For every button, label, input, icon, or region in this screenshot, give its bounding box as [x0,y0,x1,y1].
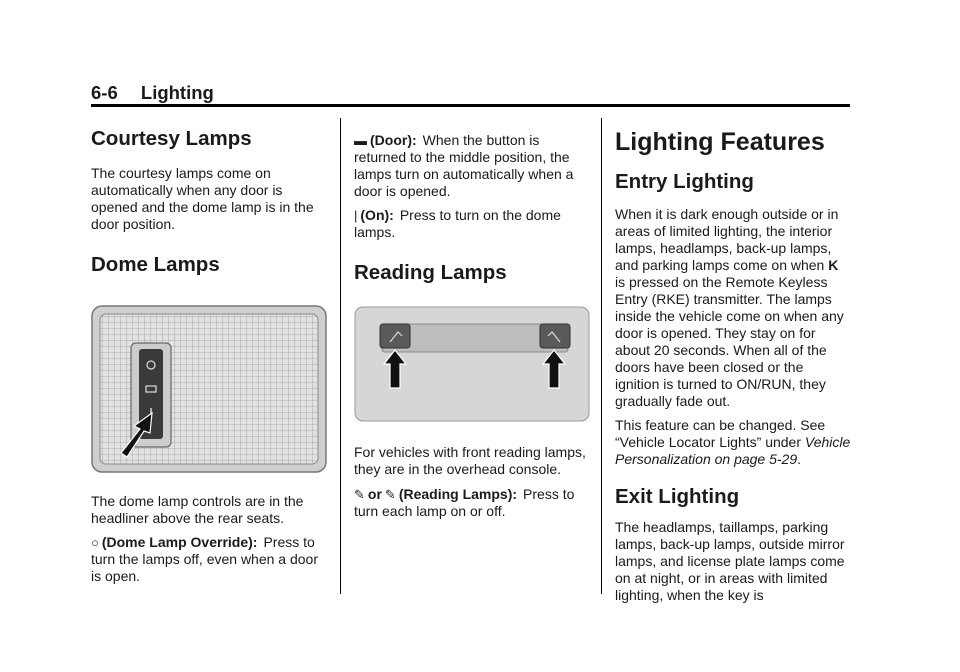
dome-lamps-caption: The dome lamp controls are in the headliner above the rear seats. [91,493,304,527]
on-label: (On): [360,207,394,223]
door-icon: ▬ [354,133,367,148]
exit-lighting-heading: Exit Lighting [615,484,740,508]
reading-or: or [367,485,382,502]
column-divider-1 [340,118,341,594]
reading-label: (Reading Lamps): [398,485,518,502]
column-3 [615,118,851,604]
page-header [91,82,214,104]
chapter-title: Lighting [140,82,214,103]
on-text: Press to turn on the dome lamps. [354,207,561,240]
door-paragraph [354,132,590,200]
column-1 [91,118,327,585]
entry-lighting-paragraph-1 [615,206,851,410]
dome-lamps-heading: Dome Lamps [91,252,220,276]
left-reading-icon: ✎ [354,486,365,502]
reading-label-text: Press to turn each lamp on or off. [354,485,575,519]
on-icon: | [354,208,358,223]
reading-lamps-heading: Reading Lamps [354,261,507,284]
entry-text-a: When it is dark enough outside or in areas of limited lighting, the interior lamps, headlamps, back-up lamps, and parking lamps come on when [615,205,839,273]
column-2 [354,118,590,520]
override-text: Press to turn the lamps off, even when a door is open. [91,534,318,585]
entry-lighting-paragraph-2 [615,417,851,468]
door-label: (Door): [370,132,417,148]
reading-lamps-illustration [354,306,590,422]
key-fob-icon: K [828,256,839,273]
exit-lighting-text: The headlamps, taillamps, parking lamps, back-up lamps, outside mirror lamps, and license plate lamps come on at night, or in areas with limited lighting, when the key is [615,519,845,604]
column-divider-2 [601,118,602,594]
reading-lamps-paragraph [354,486,590,520]
entry-text-b: is pressed on the Remote Keyless Entry (RKE) transmitter. The lamps inside the vehicle come on when any door is opened. They stay on for about 20 seconds. When all of the doors have been closed or the ignition is turned to ON/RUN, they gradually fade out. [615,273,844,409]
page-number: 6-6 [91,82,118,103]
header-rule [91,104,850,107]
courtesy-lamps-heading: Courtesy Lamps [91,127,252,150]
vehicle-personalization-link[interactable]: Vehicle Personalization on page 5-29 [615,433,851,467]
entry-p2-end: . [797,450,802,467]
override-label: (Dome Lamp Override): [101,534,258,551]
courtesy-lamps-text: The courtesy lamps come on automatically when any door is opened and the dome lamp is in the door position. [91,164,314,232]
lighting-features-heading: Lighting Features [615,128,825,156]
door-text: When the button is returned to the middle position, the lamps turn on automatically when a door is opened. [354,132,574,199]
override-paragraph [91,534,327,585]
entry-lighting-heading: Entry Lighting [615,170,754,193]
entry-p2-text: This feature can be changed. See “Vehicle Locator Lights” under [615,416,826,450]
on-paragraph [354,207,590,241]
right-reading-icon: ✎ [384,486,396,502]
reading-lamps-text: For vehicles with front reading lamps, they are in the overhead console. [354,443,586,477]
dome-lamp-illustration [91,305,327,473]
dome-override-icon: ○ [91,535,99,551]
